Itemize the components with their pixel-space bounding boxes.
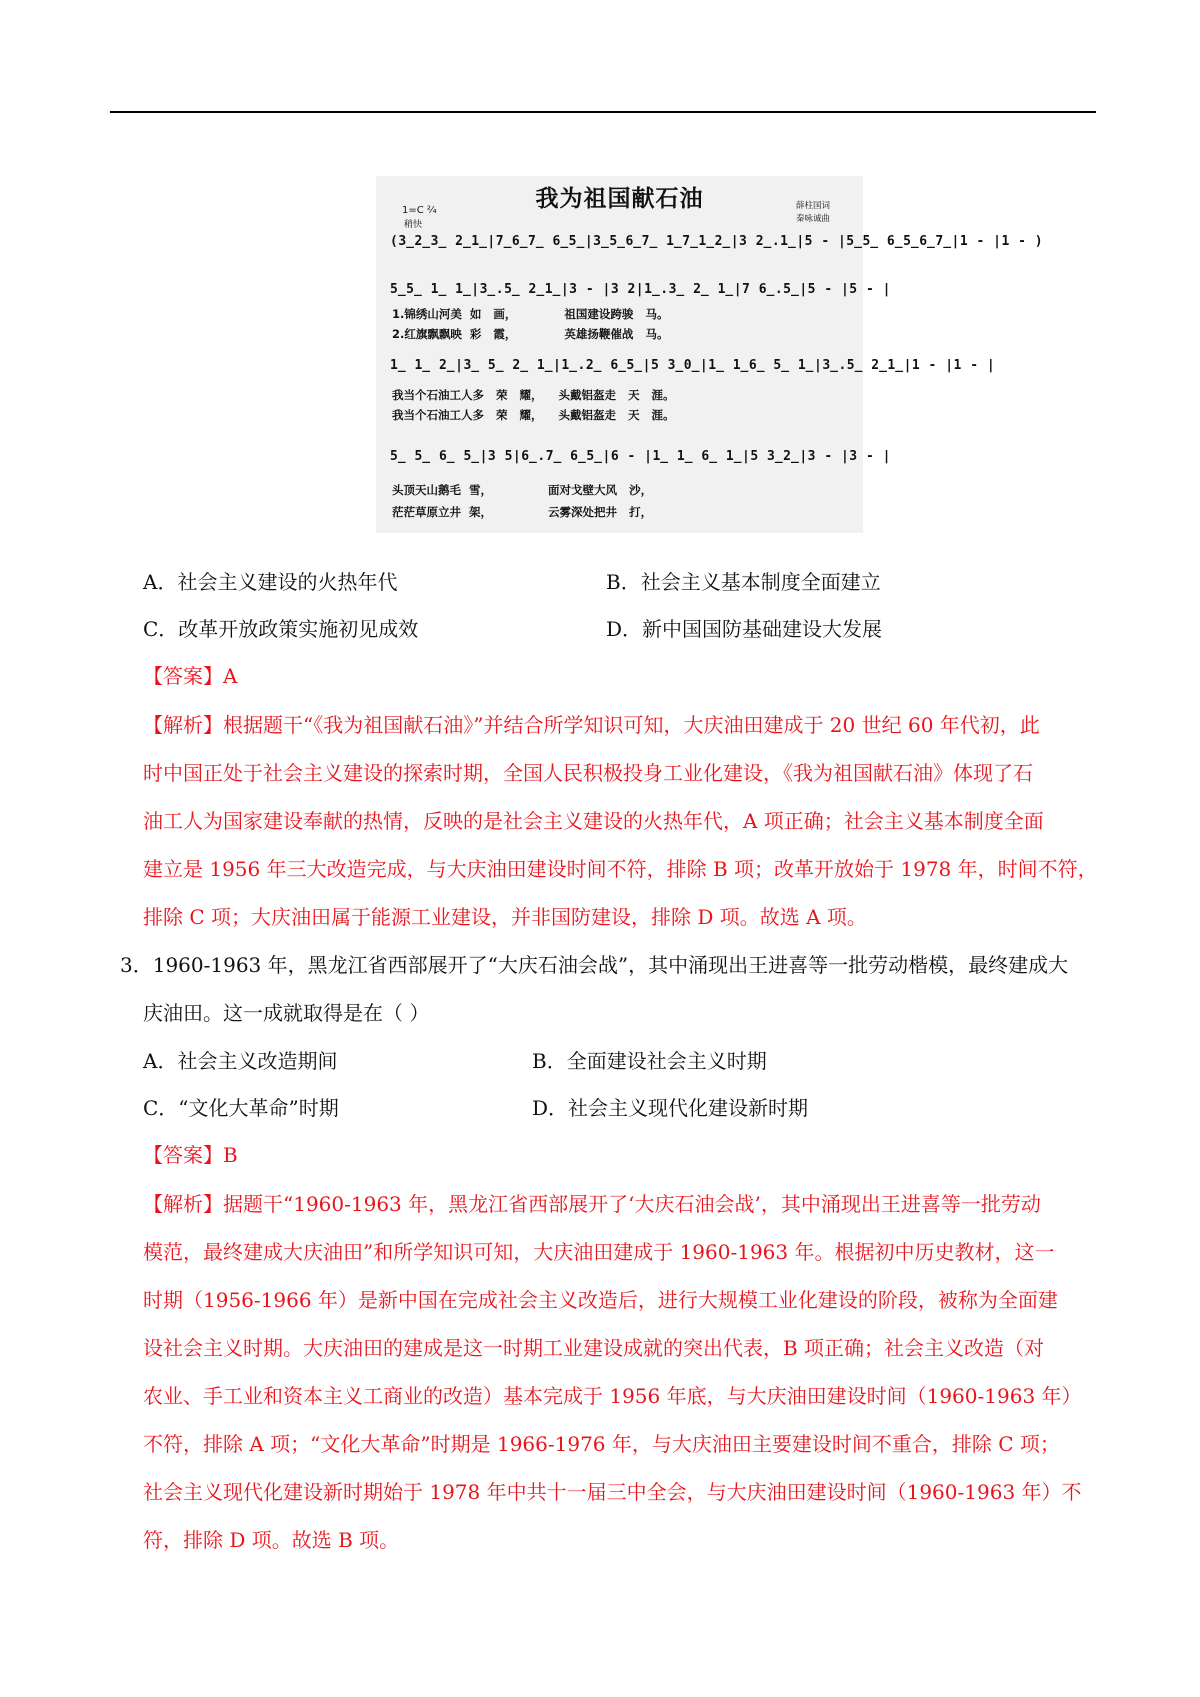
q3-answer-label: 【答案】 — [143, 1143, 223, 1167]
q2-analysis-line-3: 油工人为国家建设奉献的热情，反映的是社会主义建设的火热年代，A 项正确；社会主义基本制度全面 — [143, 809, 1044, 833]
song-credits — [796, 200, 830, 226]
q2-answer-value: A — [223, 664, 238, 688]
q2-answer — [143, 662, 237, 690]
q3-stem-line-1: 3．1960-1963 年，黑龙江省西部展开了“大庆石油会战”，其中涌现出王进喜等一批劳动楷模，最终建成大 — [120, 953, 1069, 977]
lyric-row-4-verse-2: 茫茫草原立井 架， 云雾深处把井 打， — [392, 505, 653, 519]
q2-option-d: D．新中国国防基础建设大发展 — [606, 617, 883, 641]
q2-option-b: B．社会主义基本制度全面建立 — [606, 570, 881, 594]
q3-analysis-line-6: 不符，排除 A 项；“文化大革命”时期是 1966-1976 年，与大庆油田主要建设时间不重合，排除 C 项； — [143, 1432, 1060, 1456]
lyric-row-3-verse-2: 我当个石油工人多 荣 耀， 头戴铝盔走 天 涯。 — [392, 408, 675, 422]
song-title: 我为祖国献石油 — [535, 186, 704, 212]
q3-option-b: B．全面建设社会主义时期 — [532, 1049, 767, 1073]
notation-row-4: 5̲ 5̲ 6̲ 5̲|3 5|6̲.7̲ 6̲5̲|6 - |1̲ 1̲ 6̲ 1̲|5 3̲2̲|3 - |3 - | — [390, 449, 891, 464]
q3-option-a: A．社会主义改造期间 — [143, 1049, 338, 1073]
sheet-music-figure — [376, 176, 1044, 533]
notation-row-3: 1̲ 1̲ 2̲|3̲ 5̲ 2̲ 1̲|1̲.2̲ 6̲5̲|5 3̲0̲|1̲ 1̲6̲ 5̲ 1̲|3̲.5̲ 2̲1̲|1 - |1 - | — [390, 358, 996, 373]
q2-analysis-text-1: 根据题干“《我为祖国献石油》”并结合所学知识可知，大庆油田建成于 20 世纪 60 年代初，此 — [223, 713, 1040, 737]
notation-row-2: 5̲5̲ 1̲ 1̲|3̲.5̲ 2̲1̲|3 - |3 2|1̲.3̲ 2̲ 1̲|7 6̲.5̲|5 - |5 - | — [390, 282, 891, 297]
lyric-row-4-verse-1: 头顶天山鹅毛 雪， 面对戈壁大风 沙， — [392, 483, 653, 497]
q2-option-a: A．社会主义建设的火热年代 — [143, 570, 398, 594]
q3-analysis-line-4: 设社会主义时期。大庆油田的建成是这一时期工业建设成就的突出代表，B 项正确；社会主义改造（对 — [143, 1336, 1045, 1360]
q3-analysis-line-2: 模范，最终建成大庆油田”和所学知识可知，大庆油田建成于 1960-1963 年。根据初中历史教材，这一 — [143, 1240, 1055, 1264]
q2-analysis-label: 【解析】 — [143, 713, 223, 737]
lyric-row-2-verse-1: 1.锦绣山河美 如 画， 祖国建设跨骏 马。 — [392, 307, 669, 321]
lyricist-credit: 薛柱国词 — [796, 201, 831, 211]
q3-analysis-line-5: 农业、手工业和资本主义工商业的改造）基本完成于 1956 年底，与大庆油田建设时间（1960-1963 年） — [143, 1384, 1082, 1408]
q3-answer — [143, 1141, 238, 1169]
q3-analysis-label: 【解析】 — [143, 1192, 223, 1216]
q2-analysis-line-2: 时中国正处于社会主义建设的探索时期，全国人民积极投身工业化建设，《我为祖国献石油》体现了石 — [143, 761, 1033, 785]
lyric-row-2-verse-2: 2.红旗飘飘映 彩 霞， 英雄扬鞭催战 马。 — [392, 327, 669, 341]
q3-analysis-text-1: 据题干“1960-1963 年，黑龙江省西部展开了‘大庆石油会战’，其中涌现出王进喜等一批劳动 — [223, 1192, 1041, 1216]
q3-option-c: C．“文化大革命”时期 — [143, 1096, 339, 1120]
q3-analysis-line-8: 符，排除 D 项。故选 B 项。 — [143, 1528, 400, 1552]
header-rule — [110, 111, 1096, 113]
q2-analysis-line-1 — [143, 711, 1040, 739]
q3-analysis-line-7: 社会主义现代化建设新时期始于 1978 年中共十一届三中全会，与大庆油田建设时间（1960-1963 年）不 — [143, 1480, 1082, 1504]
song-key: 1=C ²⁄₄ — [402, 205, 437, 216]
q2-answer-label: 【答案】 — [143, 664, 223, 688]
composer-credit: 秦咏诚曲 — [796, 214, 831, 224]
q3-analysis-line-1 — [143, 1190, 1041, 1218]
q3-analysis-line-3: 时期（1956-1966 年）是新中国在完成社会主义改造后，进行大规模工业化建设的阶段，被称为全面建 — [143, 1288, 1058, 1312]
q3-stem-line-2: 庆油田。这一成就取得是在（ ） — [143, 1001, 430, 1025]
q3-option-d: D．社会主义现代化建设新时期 — [532, 1096, 809, 1120]
q2-analysis-line-4: 建立是 1956 年三大改造完成，与大庆油田建设时间不符，排除 B 项；改革开放始于 1978 年，时间不符， — [143, 857, 1098, 881]
q3-answer-value: B — [223, 1143, 238, 1167]
lyric-row-3-verse-1: 我当个石油工人多 荣 耀， 头戴铝盔走 天 涯。 — [392, 388, 675, 402]
q2-option-c: C．改革开放政策实施初见成效 — [143, 617, 419, 641]
song-tempo: 稍快 — [404, 220, 423, 230]
notation-row-1: (3̲2̲3̲ 2̲1̲|7̲6̲7̲ 6̲5̲|3̲5̲6̲7̲ 1̲7̲1̲2̲|3 2̲.1̲|5 - |5̲5̲ 6̲5̲6̲7̲|1 - |1 - ) — [390, 234, 1044, 249]
q2-analysis-line-5: 排除 C 项；大庆油田属于能源工业建设，并非国防建设，排除 D 项。故选 A 项。 — [143, 905, 867, 929]
